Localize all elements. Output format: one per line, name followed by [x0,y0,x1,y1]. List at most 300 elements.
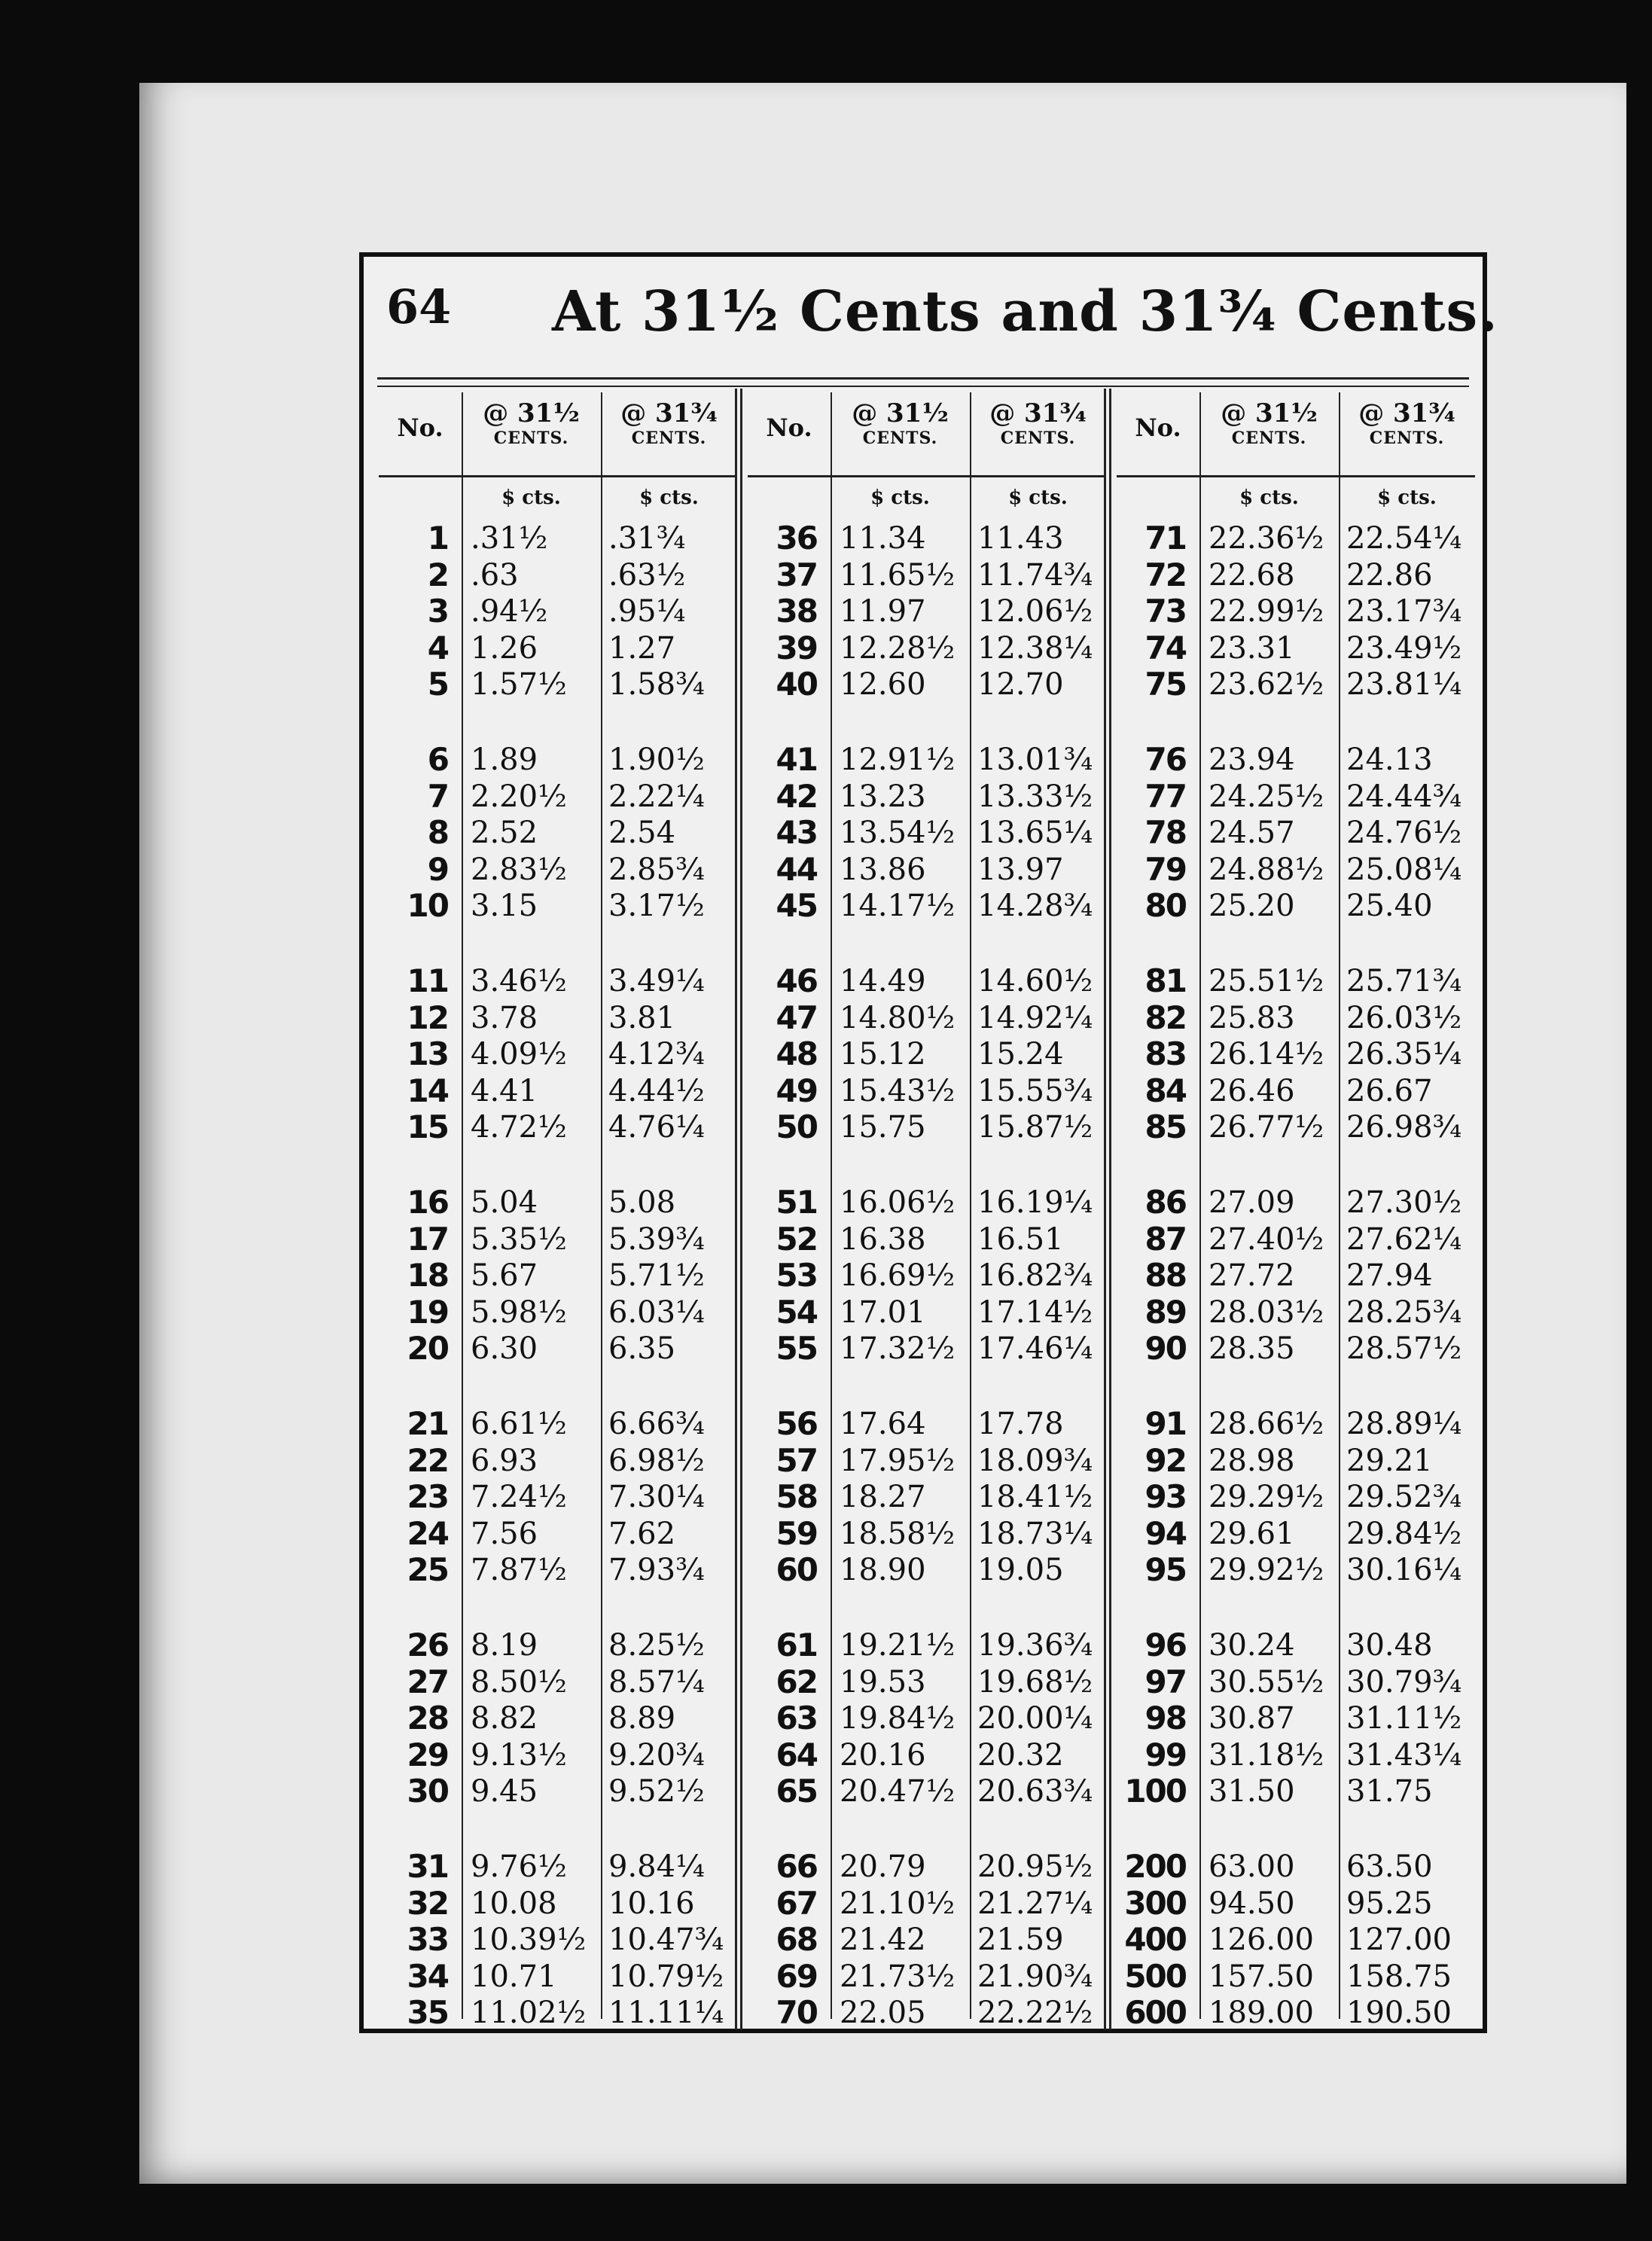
amount-rate-a: 4.72½ [471,1110,567,1145]
amount-rate-a: 9.13½ [471,1737,567,1773]
row-number: 10 [407,887,448,925]
amount-rate-b: 63.50 [1346,1849,1433,1884]
row-number: 62 [776,1663,817,1700]
amount-rate-b: 9.20¾ [608,1737,705,1773]
amount-rate-b: 28.57½ [1346,1331,1462,1367]
amount-rate-a: 11.34 [840,521,926,556]
row-number: 31 [407,1848,448,1885]
table-row [1117,742,1475,778]
table-row [379,1700,737,1736]
column-header-rate-b [601,392,737,475]
row-number: 63 [776,1700,817,1737]
row-number: 74 [1145,629,1186,666]
row-number: 36 [776,520,817,556]
table-row [1117,1995,1475,2031]
amount-rate-a: 11.65½ [840,557,956,593]
amount-rate-a: 22.05 [840,1996,926,2031]
table-row [379,1036,737,1072]
column-header-rate-b-cents: CENTS. [631,428,707,448]
row-number: 67 [776,1884,817,1922]
amount-rate-a: 25.20 [1209,889,1295,924]
amount-rate-b: 8.89 [608,1701,676,1736]
column-header-rate-a-cents: CENTS. [1231,428,1307,448]
amount-rate-a: 14.80½ [840,1000,956,1035]
column-header-rate-b-price: @ 31¾ [1358,398,1455,428]
row-number: 94 [1145,1514,1186,1552]
table-row [748,1221,1106,1258]
amount-rate-b: 18.09¾ [977,1443,1093,1478]
row-number: 64 [776,1736,817,1773]
amount-rate-a: 3.78 [471,1000,538,1035]
amount-rate-a: 26.46 [1209,1073,1295,1108]
table-row [1117,1185,1475,1221]
column-header-no: No. [397,413,443,442]
table-row [1117,815,1475,851]
amount-rate-a: 19.21½ [840,1628,956,1663]
amount-rate-a: .94½ [471,594,548,630]
row-number: 99 [1145,1736,1186,1773]
table-row [1117,1664,1475,1700]
amount-rate-b: .63½ [608,557,686,593]
table-row [748,1073,1106,1109]
table-row [379,1443,737,1479]
amount-rate-a: 21.10½ [840,1886,956,1921]
table-row [748,888,1106,924]
amount-rate-a: 6.93 [471,1443,538,1478]
row-number: 46 [776,962,817,999]
table-row [1117,1849,1475,1885]
amount-rate-a: 17.95½ [840,1443,956,1478]
amount-rate-a: 17.32½ [840,1331,956,1367]
amount-rate-b: 29.21 [1346,1443,1433,1478]
row-number: 6 [427,741,448,778]
amount-rate-a: 9.45 [471,1774,538,1810]
row-number: 84 [1145,1072,1186,1109]
unit-label-b: $ cts. [1377,486,1437,509]
row-number: 27 [407,1663,448,1700]
column-header-rate-a [1199,392,1339,475]
amount-rate-b: 31.43¼ [1346,1737,1462,1773]
amount-rate-a: 7.87½ [471,1553,567,1588]
unit-label-a: $ cts. [501,486,561,509]
table-row [379,1627,737,1663]
row-number: 13 [407,1035,448,1073]
amount-rate-a: 28.35 [1209,1331,1295,1367]
amount-rate-b: 13.97 [977,852,1064,887]
row-number: 18 [407,1257,448,1294]
table-row [748,557,1106,593]
amount-rate-b: 7.62 [608,1516,676,1551]
amount-rate-a: 8.50½ [471,1664,567,1700]
table-row [379,1995,737,2031]
row-number: 80 [1145,887,1186,925]
column-header-rule [379,475,737,477]
amount-rate-b: 4.44½ [608,1073,705,1108]
row-number: 400 [1124,1921,1186,1959]
table-row [379,1959,737,1995]
table-row [379,1109,737,1145]
table-section-3 [1117,392,1475,2032]
amount-rate-b: 28.89¼ [1346,1407,1462,1441]
amount-rate-b: 18.73¼ [977,1516,1093,1551]
column-header-rate-a-cents: CENTS. [493,428,569,448]
row-number: 92 [1145,1441,1186,1479]
amount-rate-b: 3.81 [608,1000,676,1035]
row-number: 24 [407,1514,448,1552]
amount-rate-a: 63.00 [1209,1849,1295,1884]
table-row [379,1221,737,1258]
row-number: 54 [776,1293,817,1331]
row-number: 86 [1145,1184,1186,1221]
row-number: 100 [1124,1773,1186,1810]
amount-rate-a: 28.03½ [1209,1294,1324,1330]
amount-rate-a: 12.91½ [840,742,956,777]
table-row [379,1849,737,1885]
amount-rate-b: 22.22½ [977,1996,1093,2031]
unit-label-b: $ cts. [639,486,699,509]
amount-rate-a: 189.00 [1209,1996,1314,2031]
table-row [379,963,737,999]
table-row [748,630,1106,666]
amount-rate-a: 1.26 [471,630,538,666]
table-row [748,1443,1106,1479]
amount-rate-a: 15.12 [840,1037,926,1072]
table-row [748,1294,1106,1331]
table-row [379,1258,737,1294]
amount-rate-b: 8.57¼ [608,1664,705,1700]
amount-rate-b: 17.14½ [977,1294,1093,1330]
column-header-rate-b-cents: CENTS. [1369,428,1445,448]
amount-rate-b: 10.79½ [608,1959,724,1994]
amount-rate-a: 19.53 [840,1664,926,1700]
amount-rate-a: 157.50 [1209,1959,1314,1994]
row-number: 90 [1145,1330,1186,1367]
amount-rate-b: 26.67 [1346,1073,1433,1108]
amount-rate-a: 6.30 [471,1331,538,1367]
row-number: 73 [1145,593,1186,630]
table-row [379,1886,737,1922]
amount-rate-a: 16.06½ [840,1185,956,1220]
row-number: 93 [1145,1478,1186,1516]
amount-rate-a: 8.19 [471,1628,538,1663]
table-section-2 [748,392,1106,2032]
amount-rate-a: 23.31 [1209,630,1295,666]
table-row [1117,1922,1475,1958]
header-rule [377,377,1469,387]
amount-rate-a: 16.38 [840,1221,926,1257]
table-row [748,1109,1106,1145]
amount-rate-a: 10.08 [471,1886,557,1921]
table-row [1117,1331,1475,1367]
amount-rate-a: 13.86 [840,852,926,887]
table-row [379,1479,737,1515]
table-row [379,1406,737,1442]
table-row [748,593,1106,630]
amount-rate-a: 27.40½ [1209,1221,1324,1257]
amount-rate-a: 20.47½ [840,1774,956,1810]
amount-rate-b: 6.66¾ [608,1407,705,1441]
unit-label-a: $ cts. [1239,486,1299,509]
table-row [748,815,1106,851]
amount-rate-b: 10.47¾ [608,1922,724,1958]
column-header-rate-b-price: @ 31¾ [620,398,718,428]
row-number: 59 [776,1514,817,1552]
amount-rate-a: 18.58½ [840,1516,956,1551]
row-number: 51 [776,1184,817,1221]
amount-rate-b: 16.19¼ [977,1185,1093,1220]
column-header-rate-b-price: @ 31¾ [989,398,1087,428]
amount-rate-a: 7.24½ [471,1480,567,1515]
table-row [1117,557,1475,593]
amount-rate-a: 12.60 [840,667,926,703]
amount-rate-b: 31.11½ [1346,1701,1462,1736]
table-row [748,1552,1106,1588]
amount-rate-b: 5.71½ [608,1258,705,1294]
table-row [1117,1516,1475,1552]
amount-rate-a: 17.64 [840,1407,926,1441]
amount-rate-b: 19.68½ [977,1664,1093,1700]
table-row [1117,1221,1475,1258]
row-number: 15 [407,1108,448,1146]
amount-rate-b: 24.13 [1346,742,1433,777]
amount-rate-b: 7.30¼ [608,1480,705,1515]
amount-rate-a: 3.46½ [471,964,567,999]
row-number: 43 [776,814,817,852]
amount-rate-b: 23.17¾ [1346,594,1462,630]
amount-rate-a: 27.72 [1209,1258,1295,1294]
row-number: 23 [407,1478,448,1516]
amount-rate-a: 19.84½ [840,1701,956,1736]
table-row [379,1773,737,1810]
amount-rate-b: 4.12¾ [608,1037,705,1072]
row-number: 16 [407,1184,448,1221]
row-number: 95 [1145,1551,1186,1589]
row-number: 600 [1124,1994,1186,2032]
row-number: 5 [427,666,448,703]
amount-rate-b: 31.75 [1346,1774,1433,1810]
amount-rate-a: 2.83½ [471,852,567,887]
row-number: 91 [1145,1405,1186,1442]
amount-rate-a: 27.09 [1209,1185,1295,1220]
row-number: 300 [1124,1884,1186,1922]
row-number: 89 [1145,1293,1186,1331]
row-number: 41 [776,741,817,778]
row-number: 70 [776,1994,817,2032]
table-row [1117,666,1475,703]
amount-rate-b: 1.27 [608,630,676,666]
table-row [1117,1073,1475,1109]
table-row [379,888,737,924]
amount-rate-b: 3.49¼ [608,964,705,999]
amount-rate-a: 24.88½ [1209,852,1324,887]
table-row [1117,1294,1475,1331]
table-row [748,779,1106,815]
amount-rate-a: 22.36½ [1209,521,1324,556]
amount-rate-b: 28.25¾ [1346,1294,1462,1330]
amount-rate-b: 11.11¼ [608,1996,724,2031]
amount-rate-b: 9.84¼ [608,1849,705,1884]
table-row [748,1959,1106,1995]
amount-rate-a: 1.89 [471,742,538,777]
row-number: 78 [1145,814,1186,852]
row-number: 76 [1145,741,1186,778]
row-number: 1 [427,520,448,556]
amount-rate-a: 23.94 [1209,742,1295,777]
table-section-1 [379,392,737,2032]
table-row [379,593,737,630]
amount-rate-a: .63 [471,557,519,593]
table-row [1117,520,1475,556]
row-number: 55 [776,1330,817,1367]
row-number: 4 [427,629,448,666]
amount-rate-a: 15.75 [840,1110,926,1145]
amount-rate-a: 10.39½ [471,1922,587,1958]
page-number: 64 [386,279,452,334]
amount-rate-b: 23.49½ [1346,630,1462,666]
amount-rate-b: 25.40 [1346,889,1433,924]
row-number: 87 [1145,1220,1186,1258]
amount-rate-b: 12.70 [977,667,1064,703]
column-header-rule [748,475,1106,477]
ready-reckoner-table [359,252,1498,2033]
table-row [379,742,737,778]
row-number: 98 [1145,1700,1186,1737]
row-number: 79 [1145,850,1186,888]
row-number: 48 [776,1035,817,1073]
table-row [748,1664,1106,1700]
amount-rate-b: 27.62¼ [1346,1221,1462,1257]
amount-rate-a: 13.23 [840,779,926,814]
row-number: 45 [776,887,817,925]
table-row [748,1000,1106,1036]
row-number: 35 [407,1994,448,2032]
amount-rate-b: .31¾ [608,521,686,556]
amount-rate-b: 5.08 [608,1185,676,1220]
column-header-rule [1117,475,1475,477]
table-row [1117,888,1475,924]
column-header-rate-b [1339,392,1475,475]
table-row [379,815,737,851]
amount-rate-b: 3.17½ [608,889,705,924]
amount-rate-b: 2.85¾ [608,852,705,887]
table-row [379,1073,737,1109]
amount-rate-a: 17.01 [840,1294,926,1330]
amount-rate-b: 16.51 [977,1221,1064,1257]
amount-rate-b: 26.35¼ [1346,1037,1462,1072]
table-row [379,1331,737,1367]
amount-rate-a: 5.67 [471,1258,538,1294]
amount-rate-a: 16.69½ [840,1258,956,1294]
row-number: 47 [776,999,817,1036]
amount-rate-b: 2.54 [608,816,676,851]
amount-rate-b: 24.44¾ [1346,779,1462,814]
table-row [379,1000,737,1036]
table-row [748,666,1106,703]
amount-rate-a: 18.27 [840,1480,926,1515]
table-row [748,1479,1106,1515]
amount-rate-a: 94.50 [1209,1886,1295,1921]
table-row [379,1552,737,1588]
amount-rate-a: 12.28½ [840,630,956,666]
row-number: 66 [776,1848,817,1885]
amount-rate-b: 21.27¼ [977,1886,1093,1921]
row-number: 9 [427,850,448,888]
amount-rate-b: 9.52½ [608,1774,705,1810]
table-row [379,852,737,888]
amount-rate-a: 1.57½ [471,667,567,703]
amount-rate-b: 6.03¼ [608,1294,705,1330]
column-header-rate-a-price: @ 31½ [852,398,949,428]
row-number: 29 [407,1736,448,1773]
amount-rate-a: 25.83 [1209,1000,1295,1035]
table-row [748,1258,1106,1294]
amount-rate-b: 4.76¼ [608,1110,705,1145]
row-number: 81 [1145,962,1186,999]
amount-rate-a: 25.51½ [1209,964,1324,999]
table-row [1117,963,1475,999]
table-row [748,1886,1106,1922]
amount-rate-a: 5.04 [471,1185,538,1220]
amount-rate-a: 28.98 [1209,1443,1295,1478]
amount-rate-b: 14.92¼ [977,1000,1093,1035]
amount-rate-a: 21.73½ [840,1959,956,1994]
amount-rate-b: 13.65¼ [977,816,1093,851]
table-row [1117,1479,1475,1515]
amount-rate-b: 25.71¾ [1346,964,1462,999]
amount-rate-a: 8.82 [471,1701,538,1736]
table-row [379,1737,737,1773]
row-number: 52 [776,1220,817,1258]
amount-rate-a: 10.71 [471,1959,557,1994]
row-number: 69 [776,1957,817,1995]
amount-rate-a: 20.79 [840,1849,926,1884]
row-number: 40 [776,666,817,703]
table-row [748,1849,1106,1885]
amount-rate-b: 1.58¾ [608,667,705,703]
amount-rate-b: 29.52¾ [1346,1480,1462,1515]
column-header-rate-b [970,392,1106,475]
amount-rate-b: 11.74¾ [977,557,1093,593]
amount-rate-a: 29.29½ [1209,1480,1324,1515]
row-number: 7 [427,777,448,815]
row-number: 500 [1124,1957,1186,1995]
amount-rate-a: 2.52 [471,816,538,851]
row-number: 97 [1145,1663,1186,1700]
table-row [748,1737,1106,1773]
table-row [1117,1000,1475,1036]
table-row [1117,1737,1475,1773]
table-row [379,779,737,815]
row-number: 17 [407,1220,448,1258]
unit-label-a: $ cts. [870,486,930,509]
amount-rate-b: 14.28¾ [977,889,1093,924]
amount-rate-b: 8.25½ [608,1628,705,1663]
amount-rate-b: 22.54¼ [1346,521,1462,556]
amount-rate-a: 22.99½ [1209,594,1324,630]
amount-rate-b: 22.86 [1346,557,1433,593]
unit-label-b: $ cts. [1008,486,1068,509]
column-header-rate-b-cents: CENTS. [1000,428,1076,448]
table-row [1117,1886,1475,1922]
row-number: 96 [1145,1627,1186,1663]
row-number: 200 [1124,1848,1186,1885]
row-number: 11 [407,962,448,999]
row-number: 22 [407,1441,448,1479]
column-header-rate-a-cents: CENTS. [862,428,938,448]
row-number: 83 [1145,1035,1186,1073]
amount-rate-b: 21.90¾ [977,1959,1093,1994]
row-number: 58 [776,1478,817,1516]
